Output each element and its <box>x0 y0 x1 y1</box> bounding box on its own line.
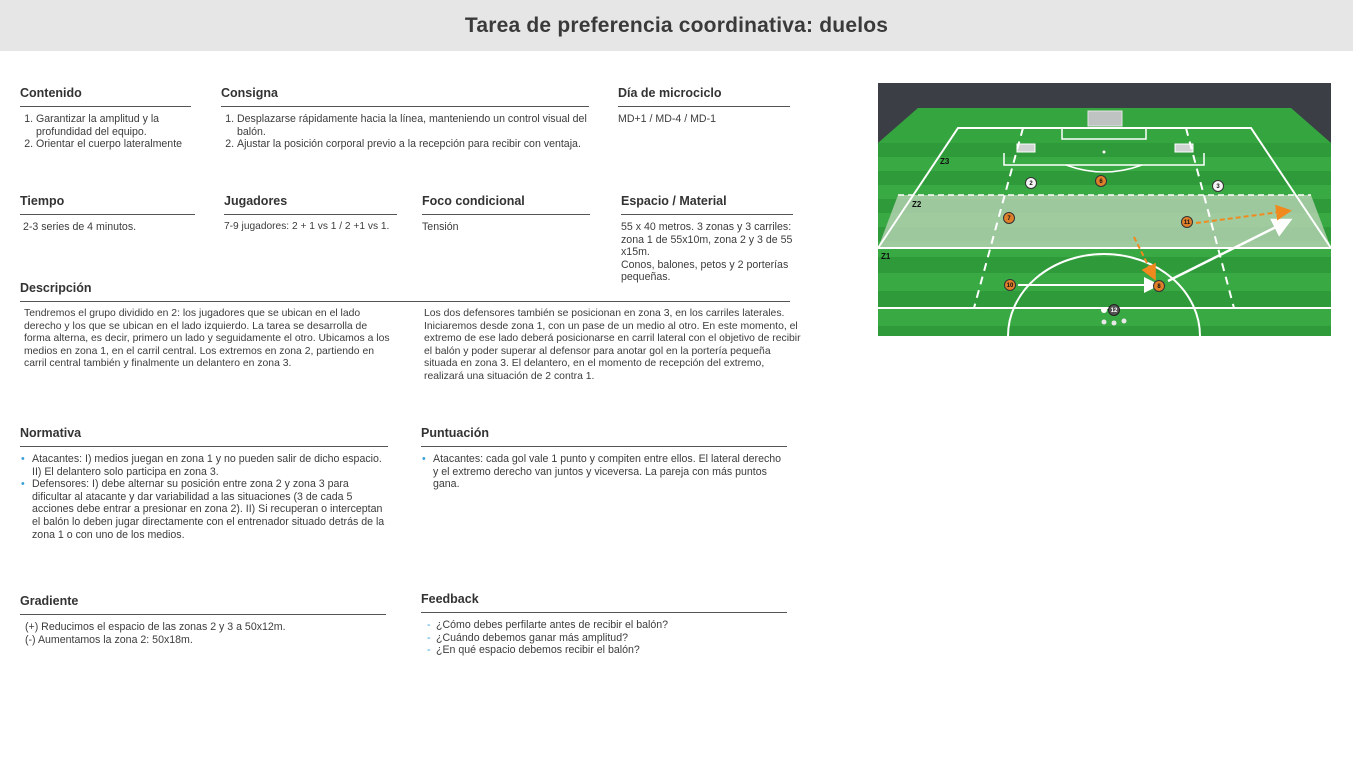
contenido-list <box>20 113 191 151</box>
player-label: 2 <box>1029 181 1033 187</box>
field-diagram <box>878 83 1331 336</box>
player-label: 8 <box>1157 284 1161 290</box>
player-label: 6 <box>1099 179 1103 185</box>
normativa-section <box>20 426 388 541</box>
jugadores-heading: Jugadores <box>224 194 397 215</box>
consigna-heading: Consigna <box>221 86 589 107</box>
feedback-item: - ¿Cuándo debemos ganar más amplitud? <box>436 632 787 645</box>
espacio-text: 55 x 40 metros. 3 zonas y 3 carriles: zona 1 de 55x10m, zona 2 y 3 de 55 x15m. <box>621 221 793 259</box>
descripcion-col-2: Los dos defensores también se posicionan en zona 3, en los carriles laterales. Iniciaremos desde zona 1, con un pase de un medio al otro. En este momento, el extremo de ese lado deberá posicionarse en carril lateral con el objetivo de recibir el balón y poder superar al defensor para anotar gol en la portería pequeña situada en zona 3. El delantero, en el momento de recepción del extremo, realizará una situación de 2 contra 1. <box>424 308 801 382</box>
normativa-item: • Defensores: I) debe alternar su posición entre zona 2 y zona 3 para dificultar al atacante y dar variabilidad a las situaciones (3 de cada 5 acciones debe entrar a presionar en zona 2). II) Si recuperan o interceptan el balón lo deben jugar directamente con el entrenador situado detrás de la zona 1 o con uno de los medios. <box>32 478 388 541</box>
page-title: Tarea de preferencia coordinativa: duelos <box>464 13 889 37</box>
foco-section <box>422 194 590 234</box>
normativa-heading: Normativa <box>20 426 388 447</box>
consigna-section <box>221 86 589 151</box>
descripcion-col-1: Tendremos el grupo dividido en 2: los jugadores que se ubican en el lado derecho y los que se ubican en el lado izquierdo. La tarea se desarrolla de forma alterna, es decir, primero un lado y seguidamente el otro. Ubicamos a los medios en zona 1, en el carril central. Los extremos en zona 2, partiendo en carril central también y finalmente un delantero en zona 3. <box>24 308 390 370</box>
dia-text: MD+1 / MD-4 / MD-1 <box>618 113 717 125</box>
contenido-item: 1. Garantizar la amplitud y la profundidad del equipo. <box>36 113 191 138</box>
jugadores-section <box>224 194 397 234</box>
descripcion-heading: Descripción <box>20 281 790 302</box>
player-label: 11 <box>1183 220 1191 226</box>
consigna-list <box>221 113 589 151</box>
puntuacion-list <box>421 453 787 491</box>
tiempo-heading: Tiempo <box>20 194 195 215</box>
foco-text: Tensión <box>422 221 459 233</box>
espacio-heading: Espacio / Material <box>621 194 793 215</box>
dia-heading: Día de microciclo <box>618 86 790 107</box>
contenido-item: 2. Orientar el cuerpo lateralmente <box>36 138 191 151</box>
dia-section <box>618 86 790 126</box>
normativa-list <box>20 453 388 541</box>
pitch-illustration <box>878 83 1331 336</box>
feedback-item: - ¿En qué espacio debemos recibir el balón? <box>436 644 787 657</box>
player-label: 7 <box>1007 216 1011 222</box>
espacio-section <box>621 194 793 284</box>
puntuacion-section <box>421 426 787 491</box>
puntuacion-heading: Puntuación <box>421 426 787 447</box>
gradiente-line: (-) Aumentamos la zona 2: 50x18m. <box>25 633 193 646</box>
player-label: 10 <box>1006 283 1014 289</box>
player-label: 12 <box>1110 308 1118 314</box>
gradiente-section <box>20 594 386 646</box>
feedback-list <box>426 619 787 657</box>
player-label: 3 <box>1216 184 1220 190</box>
zone-label: Z1 <box>881 252 891 261</box>
foco-heading: Foco condicional <box>422 194 590 215</box>
contenido-section <box>20 86 191 151</box>
material-text: Conos, balones, petos y 2 porterías pequeñas. <box>621 258 789 284</box>
contenido-heading: Contenido <box>20 86 191 107</box>
jugadores-text: 7-9 jugadores: 2 + 1 vs 1 / 2 +1 vs 1. <box>224 221 390 232</box>
consigna-item: 1. Desplazarse rápidamente hacia la línea, manteniendo un control visual del balón. <box>237 113 589 138</box>
gradiente-line: (+) Reducimos el espacio de las zonas 2 y 3 a 50x12m. <box>25 621 286 633</box>
feedback-heading: Feedback <box>421 592 787 613</box>
zone-label: Z2 <box>912 200 922 209</box>
title-bar <box>0 0 1353 51</box>
tiempo-section <box>20 194 195 234</box>
feedback-item: - ¿Cómo debes perfilarte antes de recibir el balón? <box>436 619 787 632</box>
gradiente-heading: Gradiente <box>20 594 386 615</box>
consigna-item: 2. Ajustar la posición corporal previo a la recepción para recibir con ventaja. <box>237 138 589 151</box>
puntuacion-item: • Atacantes: cada gol vale 1 punto y compiten entre ellos. El lateral derecho y el extremo derecho van juntos y viceversa. La pareja con más puntos gana. <box>433 453 787 491</box>
tiempo-text: 2-3 series de 4 minutos. <box>23 221 137 233</box>
zone-label: Z3 <box>940 157 950 166</box>
descripcion-section <box>20 281 801 408</box>
normativa-item: • Atacantes: I) medios juegan en zona 1 y no pueden salir de dicho espacio. II) El delantero solo participa en zona 3. <box>32 453 388 478</box>
feedback-section <box>421 592 787 657</box>
